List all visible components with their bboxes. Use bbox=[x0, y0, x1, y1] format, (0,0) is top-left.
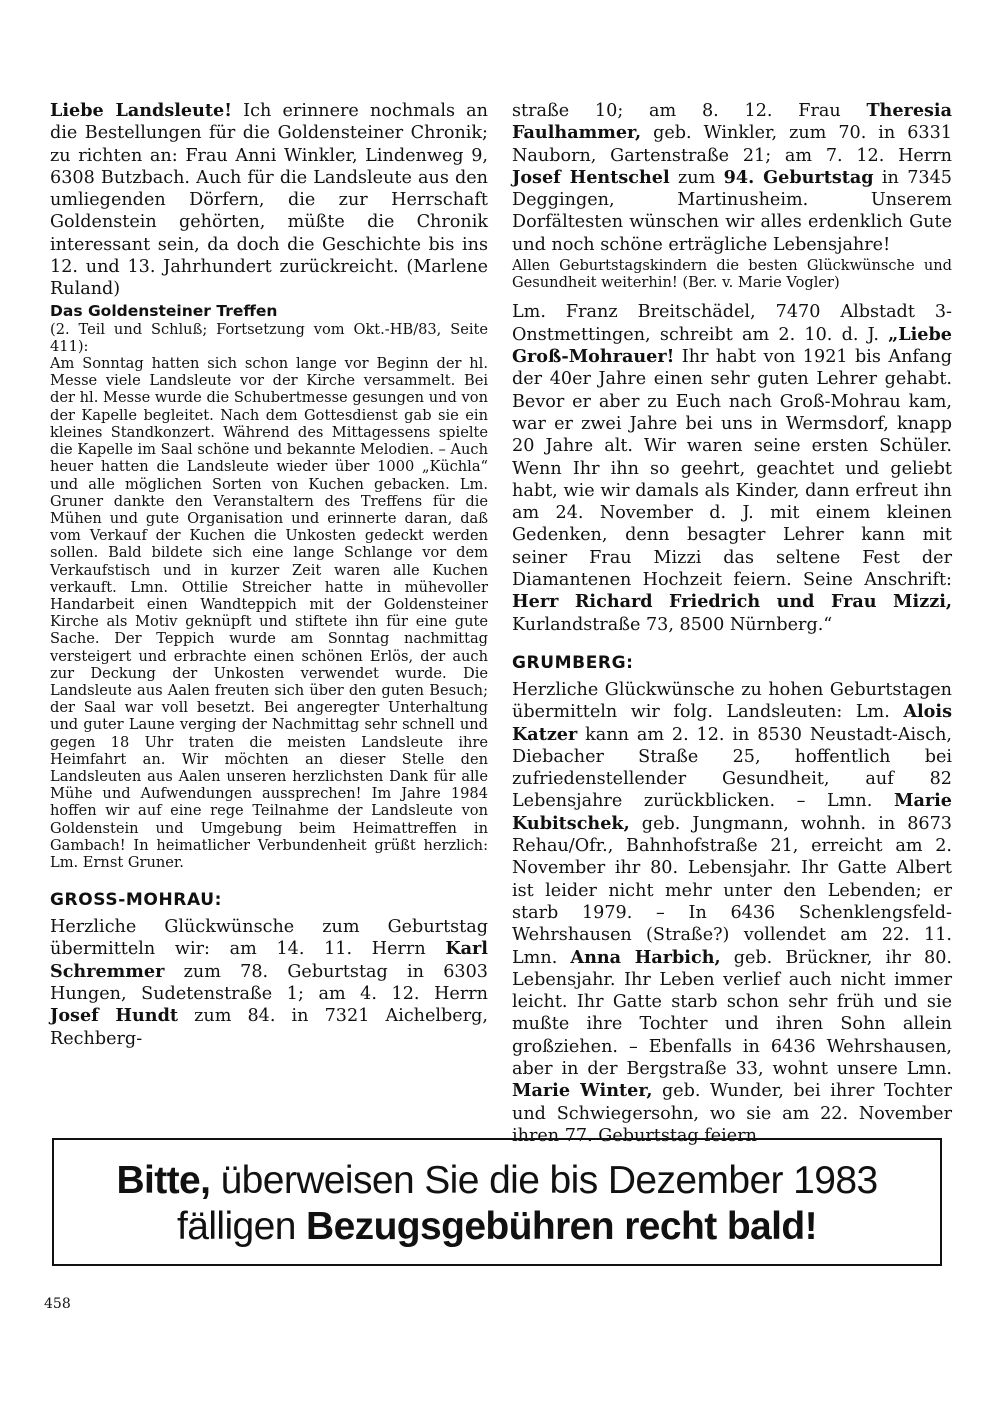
cont-text-1: straße 10; am 8. 12. Frau bbox=[512, 101, 867, 121]
gr-text-5: geb. Wunder, bei ihrer Tochter und Schwiegersohn, wo sie am 22. November ihren 77. Geburtstag feiern bbox=[512, 1081, 952, 1146]
letter-text-1: Lm. Franz Breitschädel, 7470 Albstadt 3-Onstmettingen, schreibt am 2. 10. d. J. bbox=[512, 302, 952, 345]
cont-text-3: zum bbox=[669, 167, 724, 188]
cont-name-1: Theresia Faulhammer, bbox=[512, 100, 952, 144]
notice-bold-2: Bezugsgebühren recht bald! bbox=[306, 1205, 817, 1248]
gr-name-2: Marie Kubitschek, bbox=[512, 790, 952, 834]
gross-mohrau-heading: GROSS-MOHRAU: bbox=[50, 890, 222, 911]
payment-notice-box bbox=[52, 1138, 942, 1266]
notice-text-2: fälligen bbox=[177, 1205, 307, 1248]
letter-text-2: Ihr habt von 1921 bis Anfang der 40er Jahre einen sehr guten Lehrer gehabt. Bevor er aber zu Euch nach Groß-Mohrau kam, war er zwei Jahre bei uns in Wermsdorf, knapp 20 Jahre alt. Wir waren seine ersten Schüler. Wenn Ihr ihn so geehrt, geachtet und geliebt habt, wie wir damals als Kinder, dann erfreut ihn am 24. November d. J. mit einem kleinen Gedenken, denn besagter Lehrer kann mit seiner Frau Mizzi das seltene Fest der Diamantenen Hochzeit feiern. Seine Anschrift: bbox=[512, 347, 952, 591]
letter-text-3: Kurlandstraße 73, 8500 Nürnberg.“ bbox=[512, 614, 833, 635]
gr-name-4: Marie Winter, bbox=[512, 1080, 653, 1102]
left-column bbox=[50, 100, 488, 1050]
grumberg-paragraph bbox=[512, 679, 952, 1147]
gm-text-3: zum 84. in 7321 Aichelberg, Rechberg- bbox=[50, 1006, 488, 1049]
continuation-paragraph bbox=[512, 100, 952, 256]
notice-line-2 bbox=[54, 1204, 940, 1250]
gr-name-1: Alois Katzer bbox=[512, 701, 952, 745]
letter-paragraph bbox=[512, 301, 952, 635]
letter-salutation: „Liebe Groß-Mohrauer! bbox=[512, 323, 952, 368]
allen-note: Allen Geburtstagskindern die besten Glückwünsche und Gesundheit weiterhin! (Ber. v. Marie Vogler) bbox=[512, 257, 952, 292]
intro-paragraph bbox=[50, 100, 488, 301]
treffen-heading: Das Goldensteiner Treffen bbox=[50, 301, 278, 320]
gm-name-2: Josef Hundt bbox=[50, 1005, 178, 1027]
gr-name-3: Anna Harbich, bbox=[570, 946, 721, 968]
notice-line-1 bbox=[54, 1158, 940, 1204]
gr-text-2: kann am 2. 12. in 8530 Neustadt-Aisch, Diebacher Straße 25, hoffentlich bei zufriedenstellender Gesundheit, auf 82 Lebensjahre zurückblicken. – Lmn. bbox=[512, 724, 952, 812]
gm-name-1: Karl Schremmer bbox=[50, 938, 488, 982]
cont-name-2: Josef Hentschel bbox=[512, 166, 670, 188]
intro-text: Ich erinnere nochmals an die Bestellungen für die Goldensteiner Chronik; zu richten an: Frau Anni Winkler, Lindenweg 9, 6308 Butzbach. Auch für die Landsleute aus den umliegenden Dörfern, die zur Herrschaft Goldenstein gehörten, müßte die Chronik interessant sein, da doch die Geschichte bis ins 12. und 13. Jahrhundert zurückreicht. (Marlene Ruland) bbox=[50, 101, 489, 300]
treffen-subtitle: (2. Teil und Schluß; Fortsetzung vom Okt.-HB/83, Seite 411): bbox=[50, 320, 488, 355]
letter-name: Herr Richard Friedrich und Frau Mizzi, bbox=[512, 591, 952, 613]
gr-text-4: geb. Brückner, ihr 80. Lebensjahr. Ihr Leben verlief auch nicht immer leicht. Ihr Gatte starb schon sehr früh und sie mußte ihre Tochter und ihren Sohn allein großziehen. – Ebenfalls in 6436 Wehrshausen, aber in der Bergstraße 33, wohnt unsere Lmn. bbox=[512, 947, 952, 1079]
gm-text-2: zum 78. Geburtstag in 6303 Hungen, Sudetenstraße 1; am 4. 12. Herrn bbox=[50, 961, 488, 1005]
treffen-body: Am Sonntag hatten sich schon lange vor Beginn der hl. Messe viele Landsleute vor der Kirche versammelt. Bei der hl. Messe wurde die Schubertmesse gesungen und von der Kapelle begleitet. Nach dem Gottesdienst gab sie ein kleines Standkonzert. Während des Mittagessens spielte die Kapelle im Saal schöne und bekannte Melodien. – Auch heuer hatten die Landsleute wieder über 1000 „Küchla“ und alle möglichen Sorten von Kuchen gebacken. Lm. Gruner dankte den Veranstaltern des Treffens für die Mühen und gute Organisation und erinnerte daran, daß vom Verkauf der Kuchen die Unkosten gedeckt werden sollen. Bald bildete sich eine lange Schlange vor dem Verkaufstisch und in kurzer Zeit waren alle Kuchen verkauft. Lmn. Ottilie Streicher hatte in mühevoller Handarbeit einen Wandteppich mit der Goldensteiner Kirche als Motiv geknüpft und stiftete ihn für eine gute Sache. Der Teppich wurde am Sonntag nachmittag versteigert und erbrachte einen schönen Erlös, der auch zur Deckung der Unkosten verwendet wurde. Die Landsleute aus Aalen freuten sich über den guten Besuch; der Saal war voll besetzt. Bei angeregter Unterhaltung und guter Laune verging der Nachmittag sehr schnell und gegen 18 Uhr traten die meisten Landsleute ihre Heimfahrt an. Wir möchten an dieser Stelle den Landsleuten aus Aalen unseren herzlichsten Dank für alle Mühe und Aufwendungen aussprechen! Im Jahre 1984 hoffen wir auf eine rege Teilnahme der Landsleute von Goldenstein und Umgebung beim Heimattreffen in Gambach! In heimatlicher Verbundenheit grüßt herzlich: Lm. Ernst Gruner. bbox=[50, 355, 488, 871]
page-number: 458 bbox=[44, 1296, 71, 1312]
cont-bold-3: 94. Geburtstag bbox=[723, 166, 874, 188]
gr-text-1: Herzliche Glückwünsche zu hohen Geburtstagen übermitteln wir folg. Landsleuten: Lm. bbox=[512, 679, 952, 723]
notice-bold-1: Bitte, bbox=[116, 1159, 211, 1202]
intro-greeting: Liebe Landsleute! bbox=[50, 100, 232, 121]
notice-text-1: überweisen Sie die bis Dezember 1983 bbox=[210, 1159, 878, 1202]
right-column bbox=[512, 100, 952, 1147]
grumberg-heading: GRUMBERG: bbox=[512, 652, 634, 673]
cont-text-4: in 7345 Deggingen, Martinusheim. Unserem Dorfältesten wünschen wir alles erdenklich Gute und noch schöne erträgliche Lebensjahre! bbox=[512, 167, 952, 255]
cont-text-2: geb. Winkler, zum 70. in 6331 Nauborn, Gartenstraße 21; am 7. 12. Herrn bbox=[512, 123, 952, 166]
gr-text-3: geb. Jungmann, wohnh. in 8673 Rehau/Ofr., Bahnhofstraße 21, erreicht am 2. November ihr 80. Lebensjahr. Ihr Gatte Albert ist leider nicht mehr unter den Lebenden; er starb 1979. – In 6436 Schenklengsfeld-Wehrshausen (Straße?) vollendet am 22. 11. Lmn. bbox=[512, 813, 952, 968]
gm-text-1: Herzliche Glückwünsche zum Geburtstag übermitteln wir: am 14. 11. Herrn bbox=[50, 917, 488, 960]
gross-mohrau-paragraph bbox=[50, 916, 488, 1050]
